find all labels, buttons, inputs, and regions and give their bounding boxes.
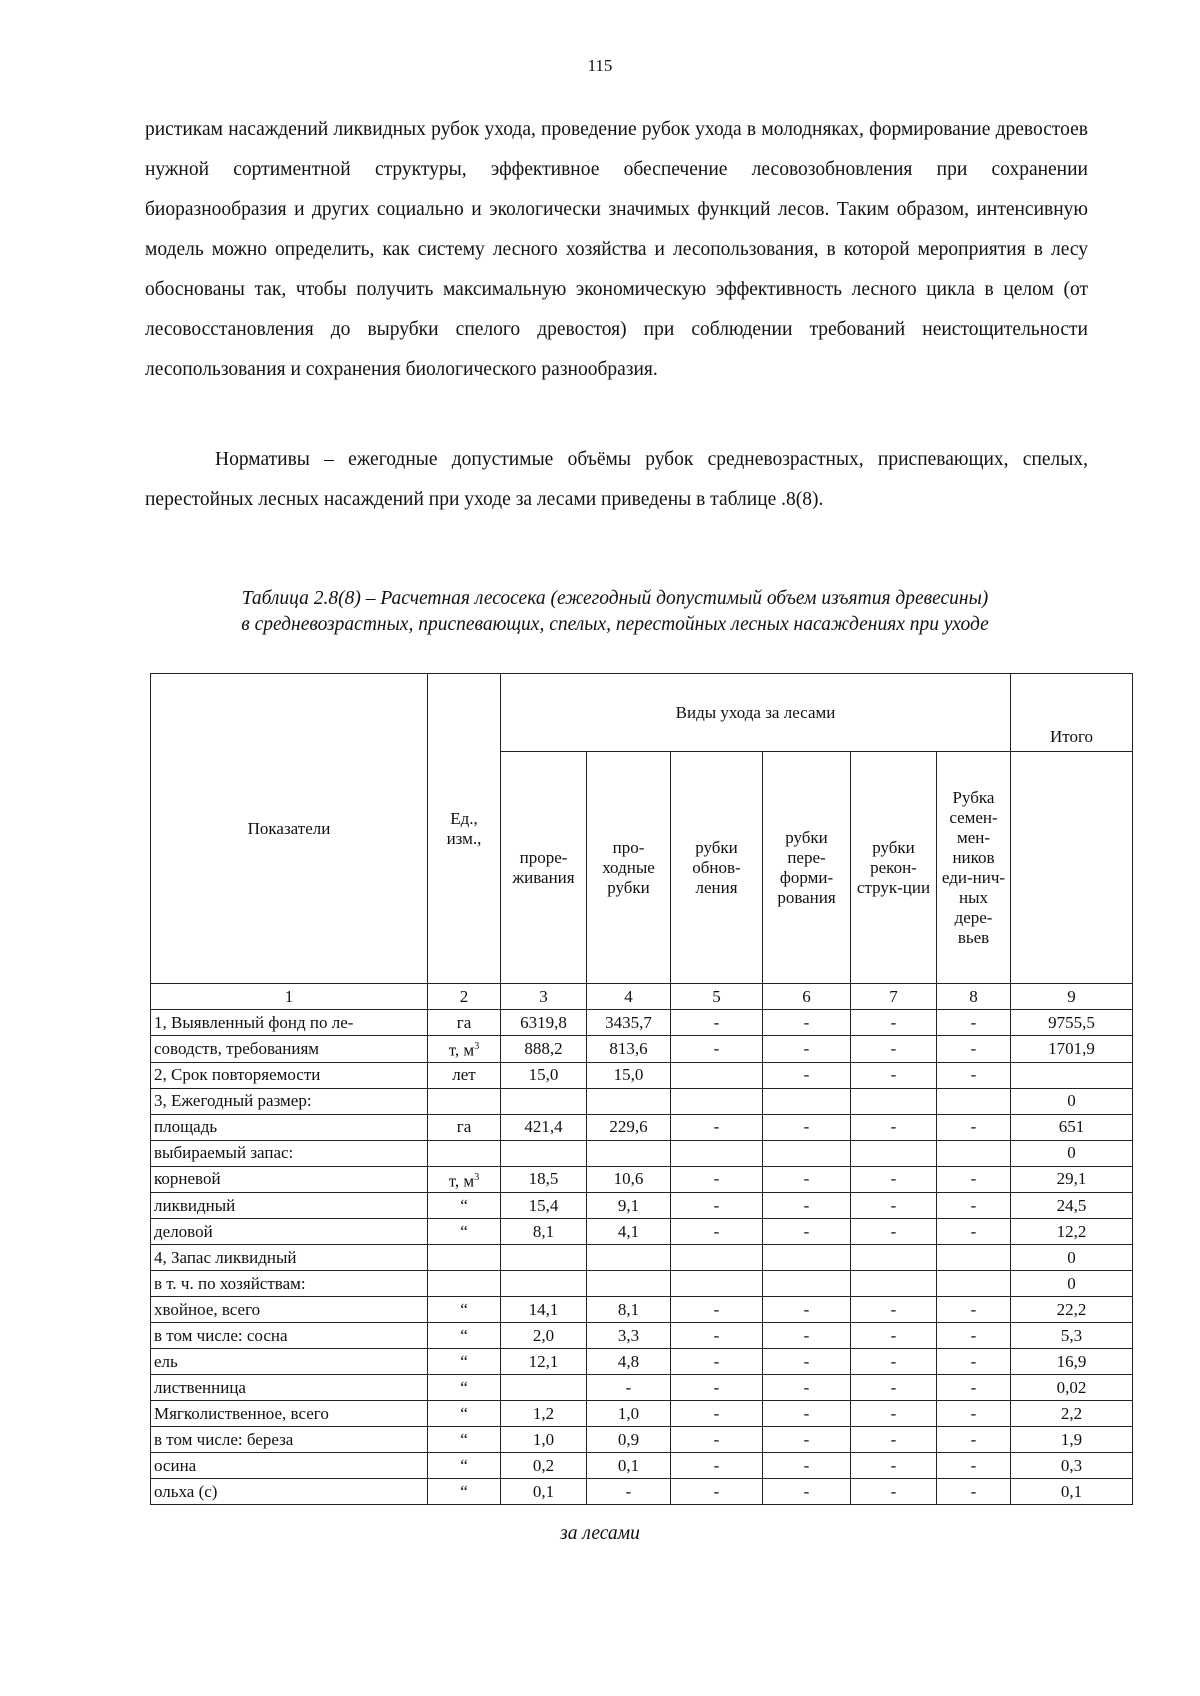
caption-line-2: в средневозрастных, приспевающих, спелых, перестойных лесных насаждениях при уходе xyxy=(241,614,989,635)
row-total: 0 xyxy=(1011,1271,1133,1297)
table-row xyxy=(151,1140,1133,1166)
unit-superscript: 3 xyxy=(474,1041,480,1052)
table-row xyxy=(151,1479,1133,1505)
row-value-c6: - xyxy=(763,1297,851,1323)
row-value-c7: - xyxy=(851,1062,937,1088)
header-reformation-cutting: рубки пере-форми-рования xyxy=(763,752,851,984)
header-seed-tree-cutting: Рубка семен-мен-ников еди-нич-ных дере-вьев xyxy=(937,752,1011,984)
unit-text: “ xyxy=(460,1325,468,1345)
row-value-c6: - xyxy=(763,1323,851,1349)
table-row xyxy=(151,1401,1133,1427)
row-unit xyxy=(428,1140,501,1166)
header-total: Итого xyxy=(1011,674,1133,752)
row-value-c6 xyxy=(763,1271,851,1297)
row-label: 4, Запас ликвидный xyxy=(151,1245,428,1271)
row-value-c5: - xyxy=(671,1166,763,1193)
table-row xyxy=(151,1219,1133,1245)
table-caption xyxy=(120,586,1110,638)
row-value-c5: - xyxy=(671,1401,763,1427)
row-unit xyxy=(428,1036,501,1063)
row-value-c6: - xyxy=(763,1401,851,1427)
unit-text: “ xyxy=(460,1377,468,1397)
row-label: площадь xyxy=(151,1114,428,1140)
col-number: 4 xyxy=(587,984,671,1010)
row-value-c3: 1,2 xyxy=(501,1401,587,1427)
row-label: ель xyxy=(151,1349,428,1375)
row-total: 9755,5 xyxy=(1011,1010,1133,1036)
row-unit xyxy=(428,1193,501,1219)
row-value-c4: 3,3 xyxy=(587,1323,671,1349)
row-label: ольха (с) xyxy=(151,1479,428,1505)
row-value-c4 xyxy=(587,1088,671,1114)
table-row xyxy=(151,1062,1133,1088)
col-number: 1 xyxy=(151,984,428,1010)
row-label: деловой xyxy=(151,1219,428,1245)
row-unit xyxy=(428,1010,501,1036)
row-value-c5: - xyxy=(671,1010,763,1036)
row-label: 2, Срок повторяемости xyxy=(151,1062,428,1088)
row-value-c7: - xyxy=(851,1323,937,1349)
row-value-c6: - xyxy=(763,1375,851,1401)
row-value-c6: - xyxy=(763,1453,851,1479)
row-value-c3: 6319,8 xyxy=(501,1010,587,1036)
column-number-row xyxy=(151,984,1133,1010)
row-unit xyxy=(428,1219,501,1245)
row-total: 0 xyxy=(1011,1140,1133,1166)
unit-text: “ xyxy=(460,1481,468,1501)
row-label: лиственница xyxy=(151,1375,428,1401)
row-value-c7: - xyxy=(851,1401,937,1427)
row-value-c3: 421,4 xyxy=(501,1114,587,1140)
row-value-c5: - xyxy=(671,1219,763,1245)
row-unit xyxy=(428,1062,501,1088)
row-value-c3: 1,0 xyxy=(501,1427,587,1453)
row-unit xyxy=(428,1349,501,1375)
row-label: в том числе: береза xyxy=(151,1427,428,1453)
row-value-c3: 15,0 xyxy=(501,1062,587,1088)
row-value-c7: - xyxy=(851,1479,937,1505)
row-value-c6: - xyxy=(763,1479,851,1505)
row-value-c3 xyxy=(501,1245,587,1271)
row-value-c6: - xyxy=(763,1349,851,1375)
row-value-c8 xyxy=(937,1088,1011,1114)
row-label: в т. ч. по хозяйствам: xyxy=(151,1271,428,1297)
table-row xyxy=(151,1245,1133,1271)
unit-text: т, м xyxy=(448,1040,475,1060)
row-value-c5: - xyxy=(671,1375,763,1401)
header-renewal-cutting: рубки обнов-ления xyxy=(671,752,763,984)
col-number: 2 xyxy=(428,984,501,1010)
row-label: выбираемый запас: xyxy=(151,1140,428,1166)
row-value-c3 xyxy=(501,1088,587,1114)
row-value-c3 xyxy=(501,1271,587,1297)
row-value-c4 xyxy=(587,1271,671,1297)
row-total: 651 xyxy=(1011,1114,1133,1140)
row-value-c6: - xyxy=(763,1219,851,1245)
paragraph-2: Нормативы – ежегодные допустимые объёмы рубок средневозрастных, приспевающих, спелых, перестойных лесных насаждений при уходе за лесами приведены в таблице .8(8). xyxy=(145,449,1088,510)
header-unit: Ед., изм., xyxy=(428,674,501,984)
col-number: 7 xyxy=(851,984,937,1010)
table-row xyxy=(151,1088,1133,1114)
row-value-c5: - xyxy=(671,1297,763,1323)
table-row xyxy=(151,1114,1133,1140)
row-value-c8: - xyxy=(937,1427,1011,1453)
col-number: 3 xyxy=(501,984,587,1010)
table-row xyxy=(151,1349,1133,1375)
row-total: 0 xyxy=(1011,1088,1133,1114)
table-row xyxy=(151,1036,1133,1063)
row-value-c8: - xyxy=(937,1453,1011,1479)
caption-line-1: Таблица 2.8(8) – Расчетная лесосека (ежегодный допустимый объем изъятия древесины) xyxy=(241,588,989,609)
row-value-c8 xyxy=(937,1271,1011,1297)
row-unit xyxy=(428,1479,501,1505)
row-value-c5: - xyxy=(671,1193,763,1219)
header-total-empty xyxy=(1011,752,1133,984)
row-value-c3: 0,2 xyxy=(501,1453,587,1479)
table-row xyxy=(151,1010,1133,1036)
row-value-c6: - xyxy=(763,1114,851,1140)
row-value-c5 xyxy=(671,1088,763,1114)
row-value-c8: - xyxy=(937,1114,1011,1140)
unit-text: “ xyxy=(460,1429,468,1449)
row-label: 1, Выявленный фонд по ле- xyxy=(151,1010,428,1036)
row-value-c7: - xyxy=(851,1193,937,1219)
row-value-c4: - xyxy=(587,1375,671,1401)
row-value-c4: 0,1 xyxy=(587,1453,671,1479)
row-label: хвойное, всего xyxy=(151,1297,428,1323)
row-value-c8: - xyxy=(937,1323,1011,1349)
row-value-c8: - xyxy=(937,1062,1011,1088)
row-value-c4: - xyxy=(587,1479,671,1505)
caption-line-3: за лесами xyxy=(560,1523,640,1544)
row-total xyxy=(1011,1062,1133,1088)
row-unit xyxy=(428,1114,501,1140)
row-value-c5: - xyxy=(671,1349,763,1375)
table-row xyxy=(151,1193,1133,1219)
paragraph-1: ристикам насаждений ликвидных рубок ухода, проведение рубок ухода в молодняках, формирование древостоев нужной сортиментной структуры, эффективное обеспечение лесовозобновления при сохранении биоразнообразия и других социально и экологически значимых функций лесов. Таким образом, интенсивную модель можно определить, как систему лесного хозяйства и лесопользования, в которой мероприятия в лесу обоснованы так, чтобы получить максимальную экономическую эффективность лесного цикла в целом (от лесовосстановления до вырубки спелого древостоя) при соблюдении требований неистощительности лесопользования и сохранения биологического разнообразия. xyxy=(145,119,1088,380)
row-label: Мягколиственное, всего xyxy=(151,1401,428,1427)
row-total: 2,2 xyxy=(1011,1401,1133,1427)
row-label: ликвидный xyxy=(151,1193,428,1219)
row-value-c3: 8,1 xyxy=(501,1219,587,1245)
row-value-c3: 15,4 xyxy=(501,1193,587,1219)
row-value-c7 xyxy=(851,1140,937,1166)
row-value-c4: 4,8 xyxy=(587,1349,671,1375)
row-value-c8 xyxy=(937,1140,1011,1166)
unit-text: “ xyxy=(460,1221,468,1241)
row-value-c7: - xyxy=(851,1010,937,1036)
row-value-c6: - xyxy=(763,1036,851,1063)
unit-text: “ xyxy=(460,1195,468,1215)
row-value-c5 xyxy=(671,1245,763,1271)
col-number: 9 xyxy=(1011,984,1133,1010)
row-total: 29,1 xyxy=(1011,1166,1133,1193)
row-value-c8: - xyxy=(937,1375,1011,1401)
row-value-c8: - xyxy=(937,1166,1011,1193)
row-total: 5,3 xyxy=(1011,1323,1133,1349)
row-value-c7: - xyxy=(851,1349,937,1375)
table-row xyxy=(151,1427,1133,1453)
row-value-c4: 9,1 xyxy=(587,1193,671,1219)
row-total: 24,5 xyxy=(1011,1193,1133,1219)
row-value-c7 xyxy=(851,1271,937,1297)
row-value-c8: - xyxy=(937,1297,1011,1323)
row-value-c3: 12,1 xyxy=(501,1349,587,1375)
unit-text: “ xyxy=(460,1351,468,1371)
col-number: 5 xyxy=(671,984,763,1010)
unit-text: “ xyxy=(460,1455,468,1475)
row-value-c7 xyxy=(851,1088,937,1114)
row-total: 22,2 xyxy=(1011,1297,1133,1323)
row-value-c5: - xyxy=(671,1479,763,1505)
col-number: 8 xyxy=(937,984,1011,1010)
unit-text: т, м xyxy=(448,1171,475,1191)
row-value-c4: 4,1 xyxy=(587,1219,671,1245)
row-unit xyxy=(428,1088,501,1114)
row-unit xyxy=(428,1166,501,1193)
felling-table xyxy=(150,673,1133,1505)
row-unit xyxy=(428,1297,501,1323)
unit-text: “ xyxy=(460,1299,468,1319)
row-value-c5: - xyxy=(671,1453,763,1479)
row-value-c5: - xyxy=(671,1323,763,1349)
row-value-c7 xyxy=(851,1245,937,1271)
row-value-c8: - xyxy=(937,1401,1011,1427)
row-total: 0 xyxy=(1011,1245,1133,1271)
row-value-c5: - xyxy=(671,1427,763,1453)
row-value-c5 xyxy=(671,1062,763,1088)
row-unit xyxy=(428,1453,501,1479)
row-value-c7: - xyxy=(851,1453,937,1479)
row-label: 3, Ежегодный размер: xyxy=(151,1088,428,1114)
row-total: 12,2 xyxy=(1011,1219,1133,1245)
row-value-c7: - xyxy=(851,1297,937,1323)
row-value-c7: - xyxy=(851,1036,937,1063)
row-value-c5 xyxy=(671,1140,763,1166)
row-value-c7: - xyxy=(851,1375,937,1401)
header-thinning: проре-живания xyxy=(501,752,587,984)
row-value-c6: - xyxy=(763,1166,851,1193)
row-unit xyxy=(428,1427,501,1453)
row-value-c3 xyxy=(501,1140,587,1166)
row-value-c6 xyxy=(763,1140,851,1166)
row-value-c7: - xyxy=(851,1166,937,1193)
row-value-c8: - xyxy=(937,1193,1011,1219)
row-value-c7: - xyxy=(851,1219,937,1245)
row-value-c6: - xyxy=(763,1010,851,1036)
row-label: соводств, требованиям xyxy=(151,1036,428,1063)
page-number: 115 xyxy=(587,56,613,75)
row-label: корневой xyxy=(151,1166,428,1193)
row-total: 1,9 xyxy=(1011,1427,1133,1453)
header-passage-cutting: про-ходные рубки xyxy=(587,752,671,984)
table-row xyxy=(151,1166,1133,1193)
unit-text: “ xyxy=(460,1403,468,1423)
row-value-c4: 8,1 xyxy=(587,1297,671,1323)
row-value-c4: 813,6 xyxy=(587,1036,671,1063)
row-value-c7: - xyxy=(851,1427,937,1453)
row-value-c3: 0,1 xyxy=(501,1479,587,1505)
row-unit xyxy=(428,1323,501,1349)
row-value-c4: 229,6 xyxy=(587,1114,671,1140)
row-value-c6: - xyxy=(763,1062,851,1088)
row-value-c3: 14,1 xyxy=(501,1297,587,1323)
row-value-c4: 1,0 xyxy=(587,1401,671,1427)
row-value-c5: - xyxy=(671,1036,763,1063)
table-row xyxy=(151,1297,1133,1323)
header-indicators: Показатели xyxy=(151,674,428,984)
row-unit xyxy=(428,1271,501,1297)
row-value-c3: 888,2 xyxy=(501,1036,587,1063)
table-row xyxy=(151,1271,1133,1297)
row-value-c4: 3435,7 xyxy=(587,1010,671,1036)
unit-text: га xyxy=(456,1117,472,1137)
row-value-c8: - xyxy=(937,1349,1011,1375)
row-value-c7: - xyxy=(851,1114,937,1140)
row-value-c4: 15,0 xyxy=(587,1062,671,1088)
unit-superscript: 3 xyxy=(474,1171,480,1183)
row-value-c8: - xyxy=(937,1219,1011,1245)
header-reconstruction-cutting: рубки рекон-струк-ции xyxy=(851,752,937,984)
unit-text: лет xyxy=(452,1065,476,1085)
row-total: 0,1 xyxy=(1011,1479,1133,1505)
row-total: 0,02 xyxy=(1011,1375,1133,1401)
row-value-c8: - xyxy=(937,1036,1011,1063)
row-unit xyxy=(428,1245,501,1271)
row-label: осина xyxy=(151,1453,428,1479)
row-label: в том числе: сосна xyxy=(151,1323,428,1349)
col-number: 6 xyxy=(763,984,851,1010)
row-value-c6 xyxy=(763,1088,851,1114)
row-value-c3: 18,5 xyxy=(501,1166,587,1193)
table-row xyxy=(151,1375,1133,1401)
row-unit xyxy=(428,1401,501,1427)
table-row xyxy=(151,1453,1133,1479)
row-value-c4 xyxy=(587,1140,671,1166)
row-value-c6: - xyxy=(763,1427,851,1453)
row-total: 0,3 xyxy=(1011,1453,1133,1479)
unit-text: га xyxy=(456,1012,472,1032)
row-value-c8 xyxy=(937,1245,1011,1271)
row-value-c3 xyxy=(501,1375,587,1401)
row-total: 16,9 xyxy=(1011,1349,1133,1375)
row-unit xyxy=(428,1375,501,1401)
row-value-c8: - xyxy=(937,1479,1011,1505)
row-value-c6 xyxy=(763,1245,851,1271)
row-value-c6: - xyxy=(763,1193,851,1219)
row-value-c4: 10,6 xyxy=(587,1166,671,1193)
row-value-c5 xyxy=(671,1271,763,1297)
row-value-c3: 2,0 xyxy=(501,1323,587,1349)
row-value-c4: 0,9 xyxy=(587,1427,671,1453)
row-total: 1701,9 xyxy=(1011,1036,1133,1063)
row-value-c4 xyxy=(587,1245,671,1271)
row-value-c5: - xyxy=(671,1114,763,1140)
table-row xyxy=(151,1323,1133,1349)
header-care-types: Виды ухода за лесами xyxy=(501,674,1011,752)
row-value-c8: - xyxy=(937,1010,1011,1036)
